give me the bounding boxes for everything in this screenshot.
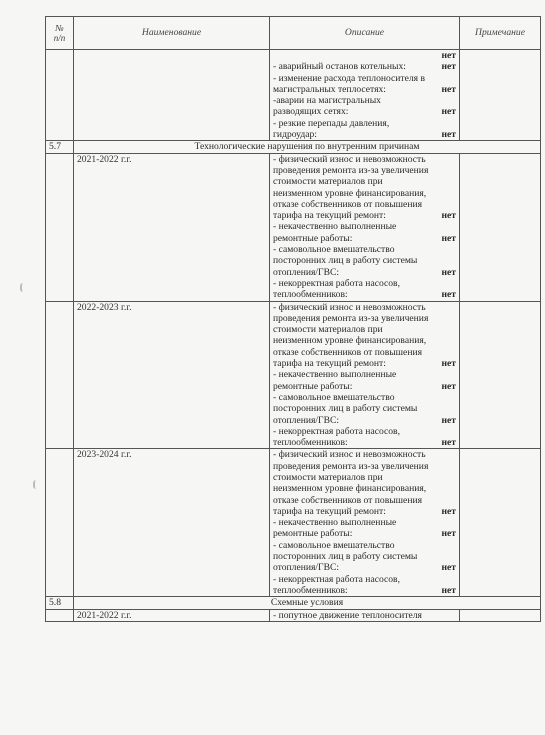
desc-line-value: нет [441, 358, 456, 370]
desc-line [273, 347, 456, 358]
desc-line [273, 506, 456, 517]
desc-line-text: неизменном уровне финансирования, [273, 187, 427, 199]
desc-line [273, 495, 456, 506]
section-row [46, 141, 541, 153]
scan-mark [33, 480, 39, 489]
description-cell [270, 153, 460, 301]
table-row [46, 609, 541, 621]
desc-line-value: нет [441, 210, 456, 222]
desc-line-text: -аварии на магистральных [273, 95, 381, 107]
desc-line-text: стоимости материалов при [273, 324, 383, 336]
period-cell: 2023-2024 г.г. [74, 449, 270, 597]
desc-line-text: - физический износ и невозможность [273, 301, 426, 313]
desc-line-value: нет [441, 232, 456, 244]
desc-line-text: теплообменников: [273, 289, 348, 301]
desc-line [273, 540, 456, 551]
desc-line-text: стоимости материалов при [273, 176, 383, 188]
desc-line-text: ремонтные работы: [273, 380, 353, 392]
desc-line-text: отказе собственников от повышения [273, 494, 422, 506]
desc-line-value: нет [441, 528, 456, 540]
desc-line [273, 415, 456, 426]
desc-line-text: - самовольное вмешательство [273, 539, 395, 551]
desc-line-text: отказе собственников от повышения [273, 346, 422, 358]
number-cell [46, 50, 74, 141]
desc-line-value: нет [441, 289, 456, 301]
desc-line [273, 313, 456, 324]
desc-line-text: - самовольное вмешательство [273, 244, 395, 256]
desc-line-text: гидроудар: [273, 129, 317, 141]
desc-line [273, 551, 456, 562]
desc-line-text: посторонних лиц в работу системы [273, 551, 418, 563]
scan-mark [20, 283, 26, 292]
desc-line [273, 221, 456, 232]
desc-line-text: стоимости материалов при [273, 471, 383, 483]
desc-line-text: - некачественно выполненные [273, 369, 397, 381]
desc-line-value: нет [441, 437, 456, 449]
description-cell [270, 449, 460, 597]
desc-line [273, 165, 456, 176]
desc-line-text: посторонних лиц в работу системы [273, 255, 418, 267]
desc-line-value: нет [441, 562, 456, 574]
desc-line [273, 449, 456, 460]
desc-line [273, 461, 456, 472]
desc-line-text: тарифа на текущий ремонт: [273, 210, 386, 222]
desc-line-value: нет [441, 266, 456, 278]
period-cell: 2021-2022 г.г. [74, 609, 270, 621]
desc-line-text: отопления/ГВС: [273, 414, 340, 426]
desc-line [273, 562, 456, 573]
desc-line-value: нет [441, 61, 456, 73]
desc-line-value: нет [441, 50, 456, 61]
desc-line-text: проведения ремонта из-за увеличения [273, 164, 429, 176]
desc-line [273, 73, 456, 84]
desc-line [273, 61, 456, 72]
period-cell: 2021-2022 г.г. [74, 153, 270, 301]
note-cell [460, 609, 541, 621]
desc-line-text: - резкие перепады давления, [273, 117, 390, 129]
table-row [46, 153, 541, 301]
number-cell [46, 449, 74, 597]
desc-line-value: нет [441, 129, 456, 141]
desc-line [273, 95, 456, 106]
desc-line [273, 483, 456, 494]
table-header-row [46, 17, 541, 50]
desc-line-text: - попутное движение теплоносителя [273, 609, 422, 621]
desc-line-text: ремонтные работы: [273, 528, 353, 540]
header-name: Наименование [74, 17, 270, 50]
desc-line [273, 403, 456, 414]
desc-line-text: - некорректная работа насосов, [273, 425, 400, 437]
header-description: Описание [270, 17, 460, 50]
desc-line [273, 574, 456, 585]
note-cell [460, 50, 541, 141]
desc-line-text: отопления/ГВС: [273, 266, 340, 278]
desc-line [273, 335, 456, 346]
desc-line [273, 244, 456, 255]
desc-line-text: теплообменников: [273, 437, 348, 449]
desc-line-value: нет [441, 106, 456, 118]
desc-line [273, 106, 456, 117]
desc-line-text: посторонних лиц в работу системы [273, 403, 418, 415]
desc-line [273, 437, 456, 448]
desc-line-text: теплообменников: [273, 584, 348, 596]
header-number [46, 17, 74, 50]
desc-line [273, 210, 456, 221]
desc-line-text: неизменном уровне финансирования, [273, 335, 427, 347]
desc-line-value: нет [441, 414, 456, 426]
table-row [46, 301, 541, 449]
desc-line-value: нет [441, 380, 456, 392]
note-cell [460, 449, 541, 597]
period-cell: 2022-2023 г.г. [74, 301, 270, 449]
desc-line [273, 472, 456, 483]
desc-line-text: ремонтные работы: [273, 232, 353, 244]
description-cell [270, 301, 460, 449]
desc-line [273, 302, 456, 313]
desc-line-text: - самовольное вмешательство [273, 391, 395, 403]
header-number-line2: п/п [53, 33, 66, 43]
section-title: Схемные условия [74, 597, 541, 609]
header-note: Примечание [460, 17, 541, 50]
desc-line [273, 381, 456, 392]
desc-line-value: нет [441, 505, 456, 517]
note-cell [460, 153, 541, 301]
description-cell [270, 609, 460, 621]
desc-line [273, 255, 456, 266]
desc-line-text: - изменение расхода теплоносителя в [273, 72, 426, 84]
desc-line [273, 358, 456, 369]
desc-line [273, 369, 456, 380]
desc-line-text: магистральных теплосетях: [273, 83, 386, 95]
desc-line [273, 426, 456, 437]
desc-line-text: - некачественно выполненные [273, 221, 397, 233]
desc-line [273, 154, 456, 165]
desc-line [273, 267, 456, 278]
desc-line-text: неизменном уровне финансирования, [273, 483, 427, 495]
description-table [45, 16, 541, 622]
desc-line [273, 199, 456, 210]
table-row [46, 50, 541, 141]
desc-line [273, 50, 456, 61]
desc-line [273, 129, 456, 140]
header-number-line1: № [55, 23, 64, 33]
desc-line-text: - некорректная работа насосов, [273, 573, 400, 585]
desc-line [273, 118, 456, 129]
note-cell [460, 301, 541, 449]
desc-line-text: проведения ремонта из-за увеличения [273, 460, 429, 472]
desc-line [273, 517, 456, 528]
desc-line [273, 610, 456, 621]
table-row [46, 449, 541, 597]
desc-line [273, 585, 456, 596]
desc-line-text: - физический износ и невозможность [273, 449, 426, 461]
number-cell [46, 153, 74, 301]
desc-line-text: - аварийный останов котельных: [273, 61, 406, 73]
desc-line [273, 84, 456, 95]
name-cell [74, 50, 270, 141]
description-cell [270, 50, 460, 141]
desc-line-text: отказе собственников от повышения [273, 198, 422, 210]
desc-line [273, 278, 456, 289]
desc-line-text: - некорректная работа насосов, [273, 277, 400, 289]
section-number: 5.8 [46, 597, 74, 609]
desc-line-text: тарифа на текущий ремонт: [273, 505, 386, 517]
number-cell [46, 301, 74, 449]
section-number: 5.7 [46, 141, 74, 153]
desc-line [273, 528, 456, 539]
desc-line-text: - некачественно выполненные [273, 517, 397, 529]
number-cell [46, 609, 74, 621]
desc-line-value: нет [441, 83, 456, 95]
section-row [46, 597, 541, 609]
desc-line-text: разводящих сетях: [273, 106, 349, 118]
desc-line [273, 176, 456, 187]
desc-line [273, 392, 456, 403]
desc-line-text: тарифа на текущий ремонт: [273, 358, 386, 370]
desc-line-text: отопления/ГВС: [273, 562, 340, 574]
desc-line-text: - физический износ и невозможность [273, 153, 426, 165]
desc-line [273, 324, 456, 335]
desc-line-text: проведения ремонта из-за увеличения [273, 312, 429, 324]
desc-line [273, 188, 456, 199]
section-title: Технологические нарушения по внутренним причинам [74, 141, 541, 153]
desc-line [273, 289, 456, 300]
desc-line [273, 233, 456, 244]
desc-line-value: нет [441, 584, 456, 596]
